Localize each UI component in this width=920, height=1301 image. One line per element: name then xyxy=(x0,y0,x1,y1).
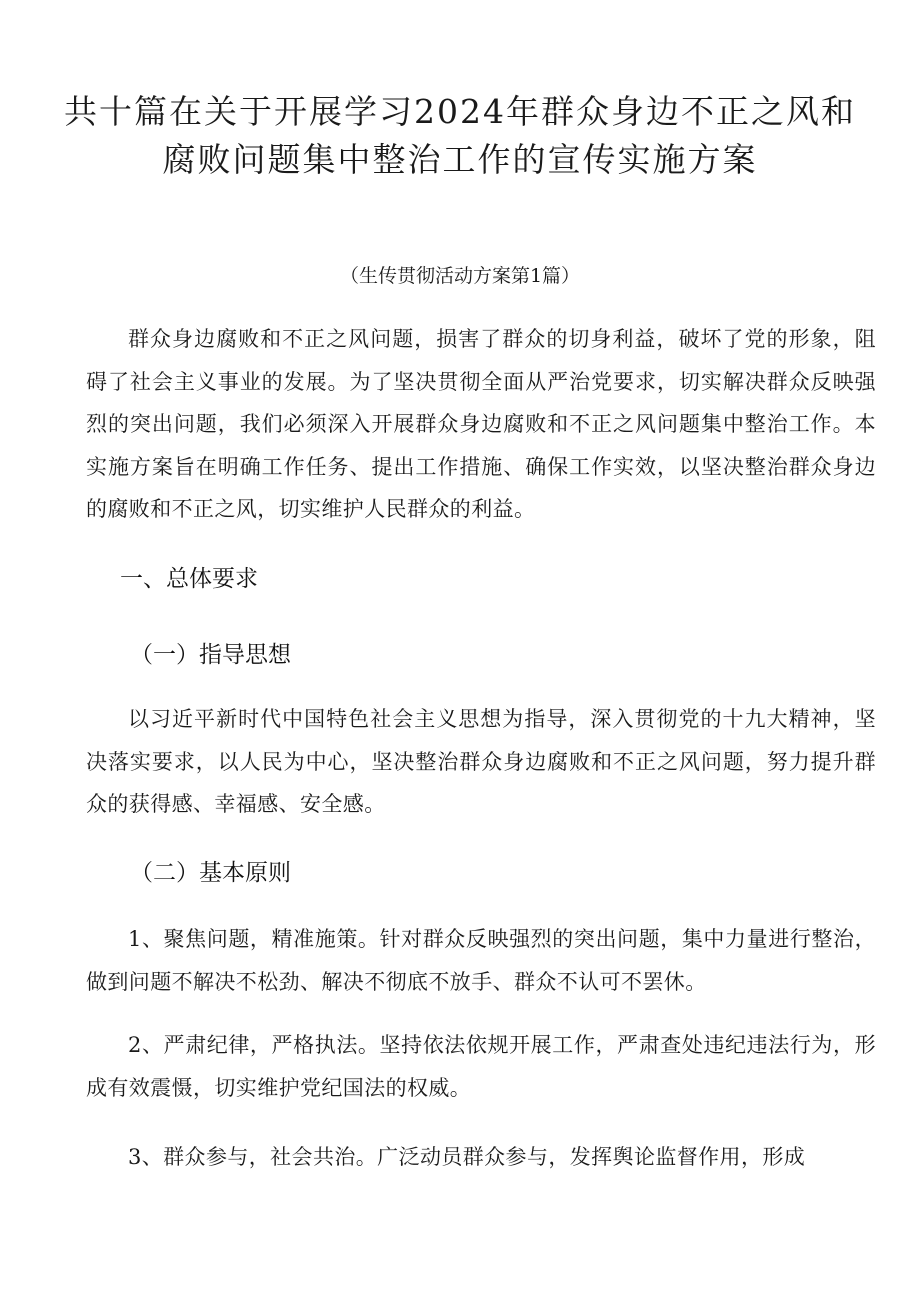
subsection-heading-guiding-ideology: （一）指导思想 xyxy=(130,642,291,668)
section-heading-overall-requirements: 一、总体要求 xyxy=(120,566,258,592)
guiding-ideology-paragraph: 以习近平新时代中国特色社会主义思想为指导，深入贯彻党的十九大精神，坚决落实要求，以人民为中心，坚决整治群众身边腐败和不正之风问题，努力提升群众的获得感、幸福感、安全感。 xyxy=(86,707,876,816)
document-title-line-1: 共十篇在关于开展学习2024年群众身边不正之风和 xyxy=(64,92,856,131)
principle-paragraph-2: 2、严肃纪律，严格执法。坚持依法依规开展工作，严肃查处违纪违法行为，形成有效震慑，切实维护党纪国法的权威。 xyxy=(86,1033,876,1100)
document-title-line-2: 腐败问题集中整治工作的宣传实施方案 xyxy=(162,140,758,179)
document-subtitle: （生传贯彻活动方案第1篇） xyxy=(339,265,581,287)
principle-paragraph-3: 3、群众参与，社会共治。广泛动员群众参与，发挥舆论监督作用，形成 xyxy=(128,1145,806,1169)
subsection-heading-basic-principles: （二）基本原则 xyxy=(130,860,291,886)
principle-paragraph-1: 1、聚焦问题，精准施策。针对群众反映强烈的突出问题，集中力量进行整治，做到问题不解决不松劲、解决不彻底不放手、群众不认可不罢休。 xyxy=(86,927,876,994)
intro-paragraph: 群众身边腐败和不正之风问题，损害了群众的切身利益，破坏了党的形象，阻碍了社会主义事业的发展。为了坚决贯彻全面从严治党要求，切实解决群众反映强烈的突出问题，我们必须深入开展群众身边腐败和不正之风问题集中整治工作。本实施方案旨在明确工作任务、提出工作措施、确保工作实效，以坚决整治群众身边的腐败和不正之风，切实维护人民群众的利益。 xyxy=(86,327,876,521)
